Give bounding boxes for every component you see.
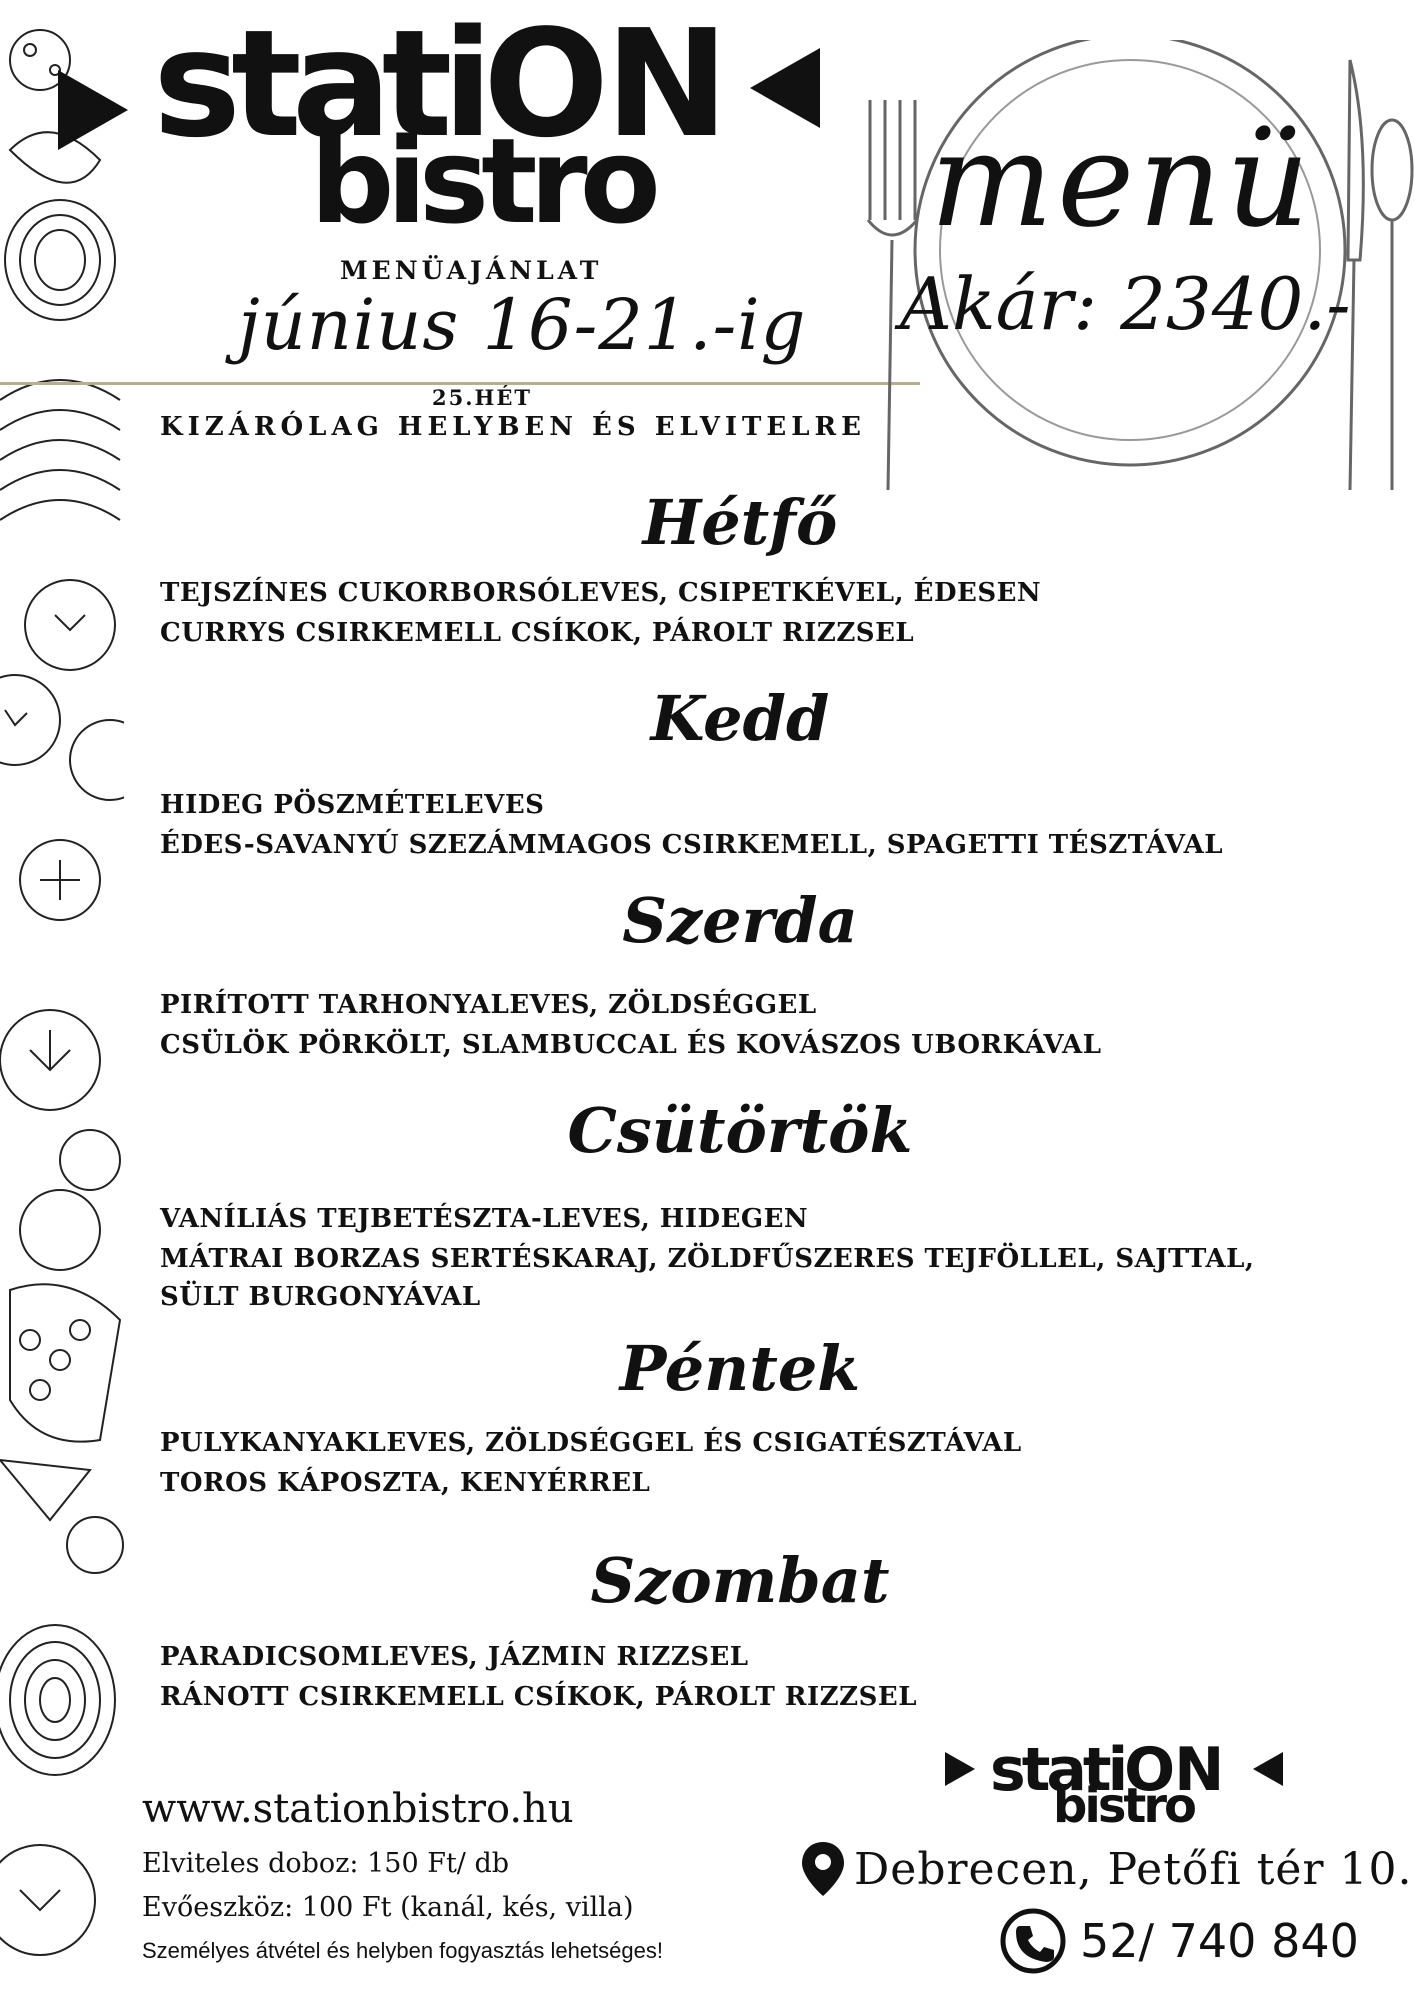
day-name: Péntek (619, 1332, 861, 1405)
day-name: Csütörtök (567, 1094, 913, 1167)
address-text: Debrecen, Petőfi tér 10. (854, 1843, 1413, 1895)
dish-item: SÜLT BURGONYÁVAL (160, 1282, 481, 1312)
location-pin-icon (800, 1840, 846, 1898)
brand-name-bistro: bistro (1053, 1778, 1194, 1834)
pickup-note: Személyes átvétel és helyben fogyasztás lehetséges! (142, 1938, 663, 1963)
reverse-triangle-icon (1253, 1752, 1283, 1786)
dish-item: HIDEG PÖSZMÉTELEVES (160, 790, 545, 820)
dish-item: PARADICSOMLEVES, JÁZMIN RIZZSEL (160, 1642, 749, 1672)
menu-subtitle: MENÜAJÁNLAT (340, 256, 603, 285)
brand-name-bistro: bistro (310, 112, 653, 250)
dish-item: ÉDES-SAVANYÚ SZEZÁMMAGOS CSIRKEMELL, SPAGETTI TÉSZTÁVAL (160, 830, 1224, 860)
play-triangle-icon (945, 1752, 975, 1786)
phone-row (1000, 1908, 1359, 1974)
day-name: Hétfő (642, 486, 838, 559)
brand-name-station: statiON (153, 0, 725, 170)
date-range: június 16-21.-ig (238, 284, 807, 366)
dish-item: CSÜLÖK PÖRKÖLT, SLAMBUCCAL ÉS KOVÁSZOS UBORKÁVAL (160, 1030, 1102, 1060)
website-link[interactable]: www.stationbistro.hu (142, 1786, 574, 1832)
dish-item: PIRÍTOTT TARHONYALEVES, ZÖLDSÉGGEL (160, 990, 817, 1020)
dish-item: TOROS KÁPOSZTA, KENYÉRREL (160, 1468, 651, 1498)
dish-item: CURRYS CSIRKEMELL CSÍKOK, PÁROLT RIZZSEL (160, 618, 915, 648)
address-row (800, 1840, 1412, 1898)
dish-item: TEJSZÍNES CUKORBORSÓLEVES, CSIPETKÉVEL, ÉDESEN (160, 578, 1042, 608)
week-number: 25.HÉT (432, 385, 533, 410)
dish-item: RÁNOTT CSIRKEMELL CSÍKOK, PÁROLT RIZZSEL (160, 1682, 918, 1712)
service-note: KIZÁRÓLAG HELYBEN ÉS ELVITELRE (160, 412, 866, 442)
food-illustration-strip (0, 0, 124, 2000)
cutlery-fee-text: Evőeszköz: 100 Ft (kanál, kés, villa) (142, 1892, 634, 1923)
day-name: Szombat (590, 1544, 890, 1617)
phone-icon (1000, 1908, 1066, 1974)
box-fee-text: Elviteles doboz: 150 Ft/ db (142, 1848, 510, 1879)
brand-name-station: statiON (990, 1735, 1224, 1805)
reverse-triangle-icon (750, 48, 820, 128)
dish-item: MÁTRAI BORZAS SERTÉSKARAJ, ZÖLDFŰSZERES TEJFÖLLEL, SAJTTAL, (160, 1244, 1255, 1274)
menu-script-heading: menü (930, 104, 1314, 256)
day-name: Szerda (622, 884, 858, 957)
phone-number[interactable]: 52/ 740 840 (1080, 1914, 1359, 1968)
play-triangle-icon (58, 70, 128, 150)
price-label: Akár: 2340.- (900, 262, 1351, 346)
brand-logo (48, 0, 828, 250)
brand-logo-small (945, 1735, 1295, 1840)
day-name: Kedd (650, 682, 830, 755)
dish-item: PULYKANYAKLEVES, ZÖLDSÉGGEL ÉS CSIGATÉSZTÁVAL (160, 1428, 1022, 1458)
dish-item: VANÍLIÁS TEJBETÉSZTA-LEVES, HIDEGEN (160, 1204, 809, 1234)
